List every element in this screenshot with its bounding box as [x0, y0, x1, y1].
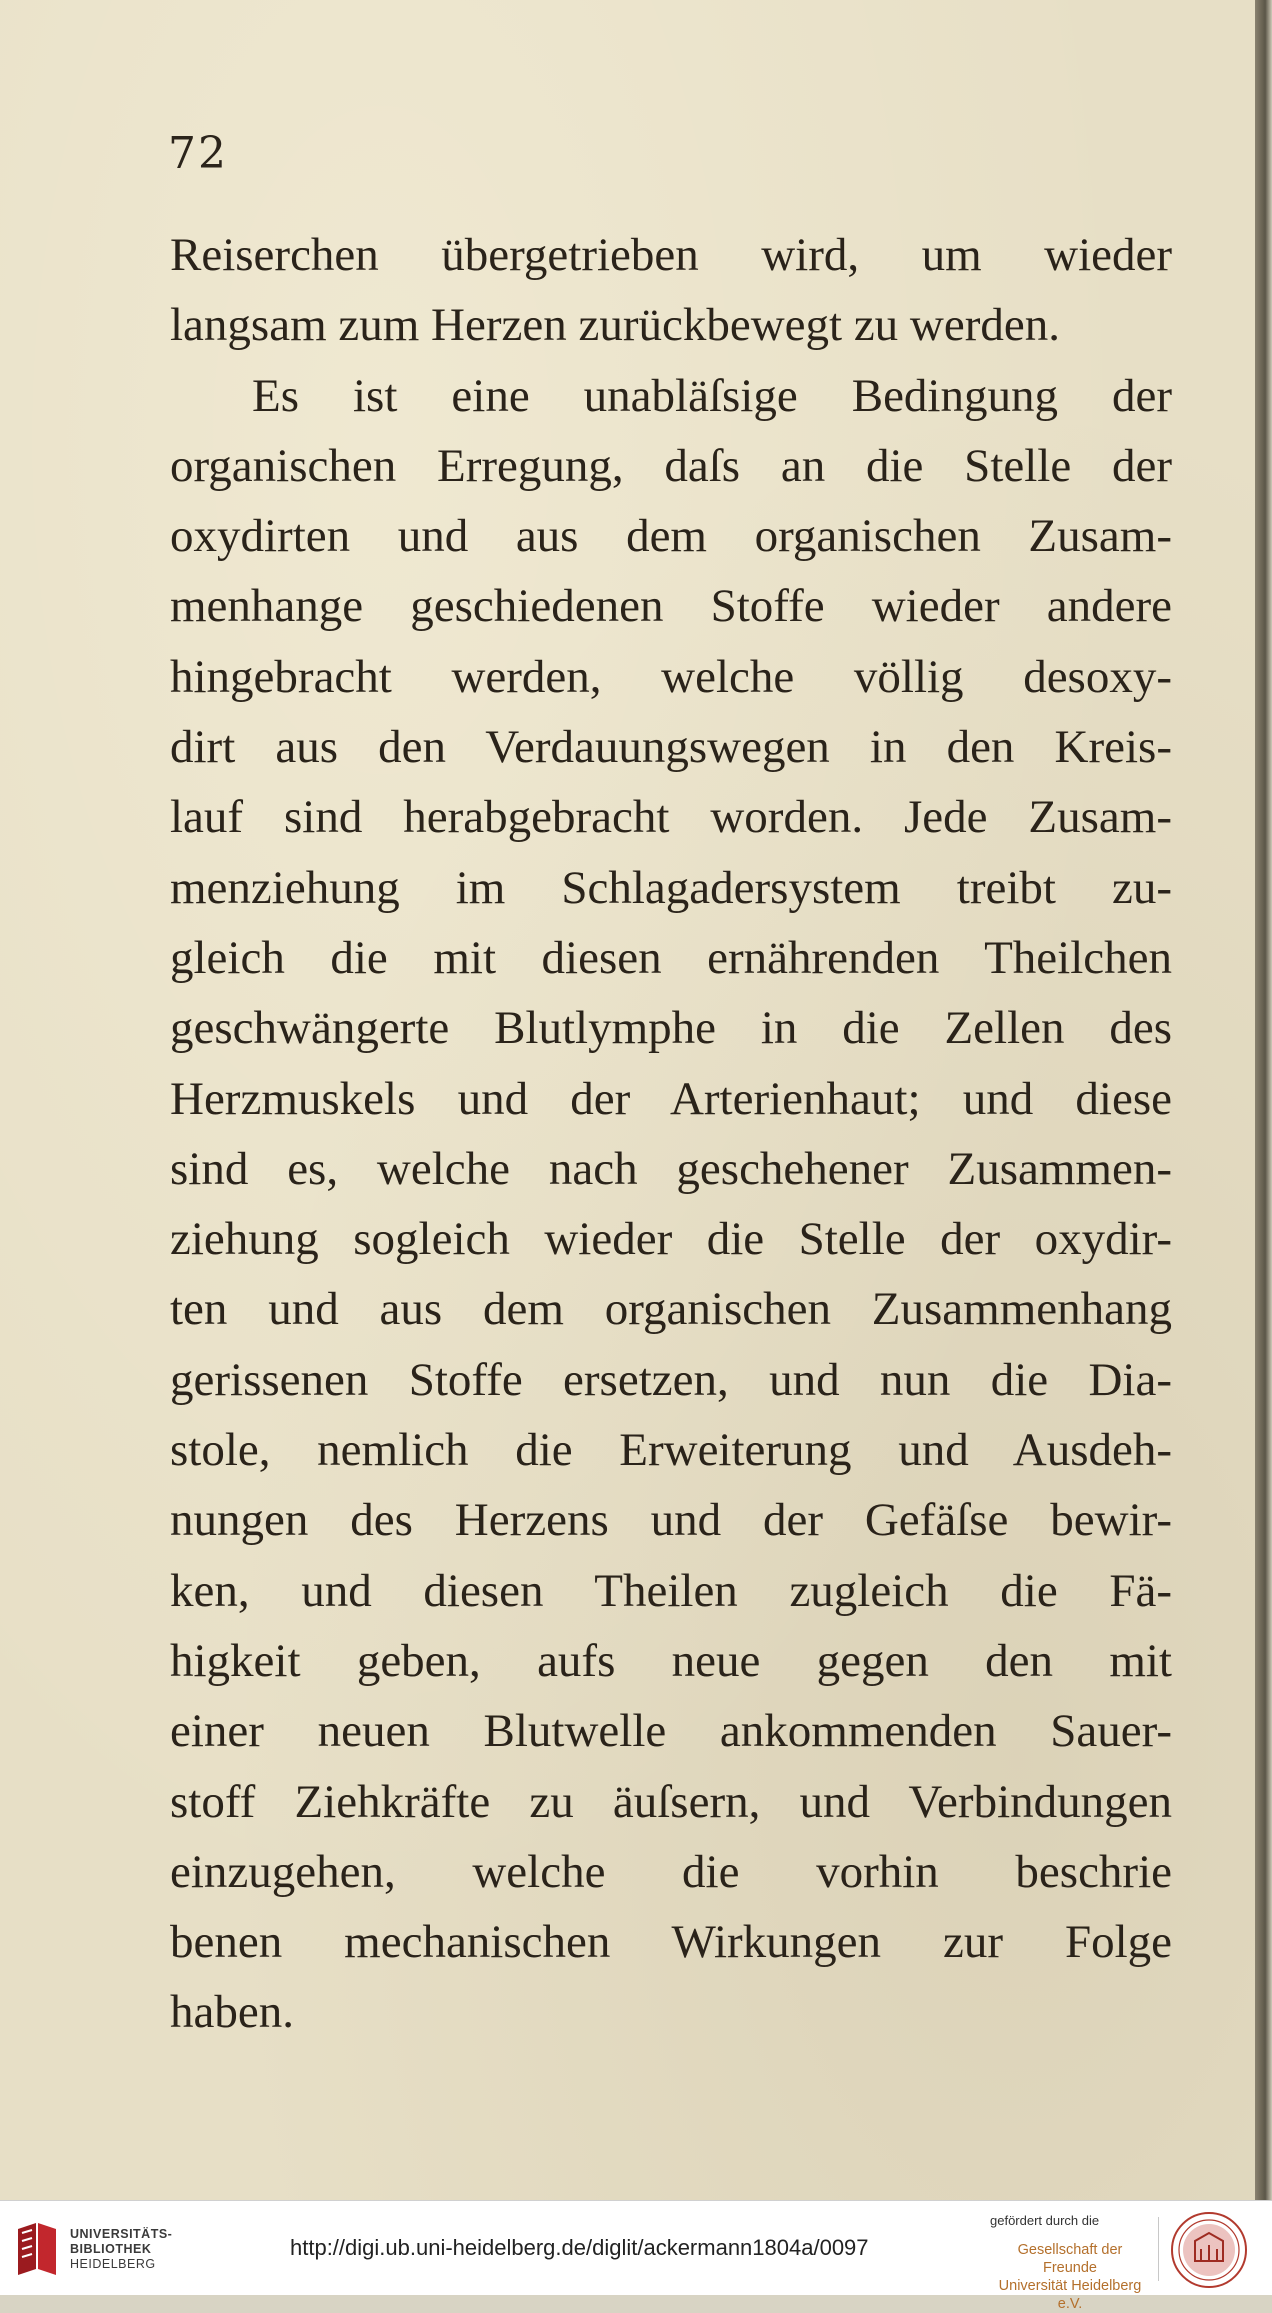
- text-line: Herzmuskels und der Arterienhaut; und diese: [170, 1072, 1172, 1125]
- sponsor-name-line: Universität Heidelberg e.V.: [998, 2278, 1142, 2312]
- text-line: ten und aus dem organischen Zusammenhang: [170, 1283, 1172, 1336]
- text-line: gleich die mit diesen ernährenden Theilchen: [170, 931, 1172, 984]
- page-number: 72: [168, 128, 228, 179]
- text-line: stoff Ziehkräfte zu äuſsern, und Verbindungen: [170, 1775, 1172, 1828]
- text-line: dirt aus den Verdauungswegen in den Kreis-: [170, 721, 1172, 774]
- university-seal-icon: [1170, 2211, 1248, 2289]
- library-name: [70, 2227, 172, 2272]
- library-logo-icon: [14, 2219, 60, 2279]
- text-line: menziehung im Schlagadersystem treibt zu-: [170, 861, 1172, 914]
- text-line: stole, nemlich die Erweiterung und Ausdeh-: [170, 1424, 1172, 1477]
- library-name-line: UNIVERSITÄTS-: [70, 2227, 173, 2241]
- text-line: ken, und diesen Theilen zugleich die Fä-: [170, 1564, 1172, 1617]
- text-line: benen mechanischen Wirkungen zur Folge: [170, 1916, 1172, 1969]
- page-body-text: [170, 220, 1172, 2048]
- source-url-link[interactable]: http://digi.ub.uni-heidelberg.de/diglit/ackermann1804a/0097: [290, 2235, 869, 2260]
- text-line: ziehung sogleich wieder die Stelle der oxydir-: [170, 1213, 1172, 1266]
- text-line: sind es, welche nach geschehener Zusammen-: [170, 1142, 1172, 1195]
- text-line: geschwängerte Blutlymphe in die Zellen des: [170, 1002, 1172, 1055]
- text-line: haben.: [170, 1986, 294, 2039]
- digitization-footer: [0, 2200, 1272, 2312]
- library-name-line: BIBLIOTHEK: [70, 2242, 152, 2256]
- text-line: einer neuen Blutwelle ankommenden Sauer-: [170, 1705, 1172, 1758]
- sponsor-name-line: Gesellschaft der Freunde: [1017, 2242, 1123, 2276]
- library-name-line: HEIDELBERG: [70, 2257, 156, 2271]
- text-line: Reiserchen übergetrieben wird, um wieder: [170, 229, 1172, 281]
- text-line: gerissenen Stoffe ersetzen, und nun die Dia-: [170, 1353, 1172, 1406]
- book-edge-shadow: [1255, 0, 1272, 2200]
- text-line: oxydirten und aus dem organischen Zusam-: [170, 510, 1172, 563]
- footer-divider: [1158, 2217, 1159, 2281]
- text-line: einzugehen, welche die vorhin beschrie: [170, 1845, 1172, 1898]
- text-line: hingebracht werden, welche völlig desoxy-: [170, 650, 1172, 703]
- sponsor-name: [990, 2241, 1150, 2313]
- text-line: menhange geschiedenen Stoffe wieder andere: [170, 580, 1172, 633]
- text-line: lauf sind herabgebracht worden. Jede Zusam-: [170, 791, 1172, 844]
- text-line: Es ist eine unabläſsige Bedingung der: [252, 369, 1172, 422]
- text-line: higkeit geben, aufs neue gegen den mit: [170, 1634, 1172, 1687]
- text-line: nungen des Herzens und der Gefäſse bewir-: [170, 1494, 1172, 1547]
- sponsor-note: gefördert durch die: [990, 2213, 1100, 2228]
- text-line: organischen Erregung, daſs an die Stelle der: [170, 439, 1172, 492]
- text-line: langsam zum Herzen zurückbewegt zu werden.: [170, 299, 1060, 352]
